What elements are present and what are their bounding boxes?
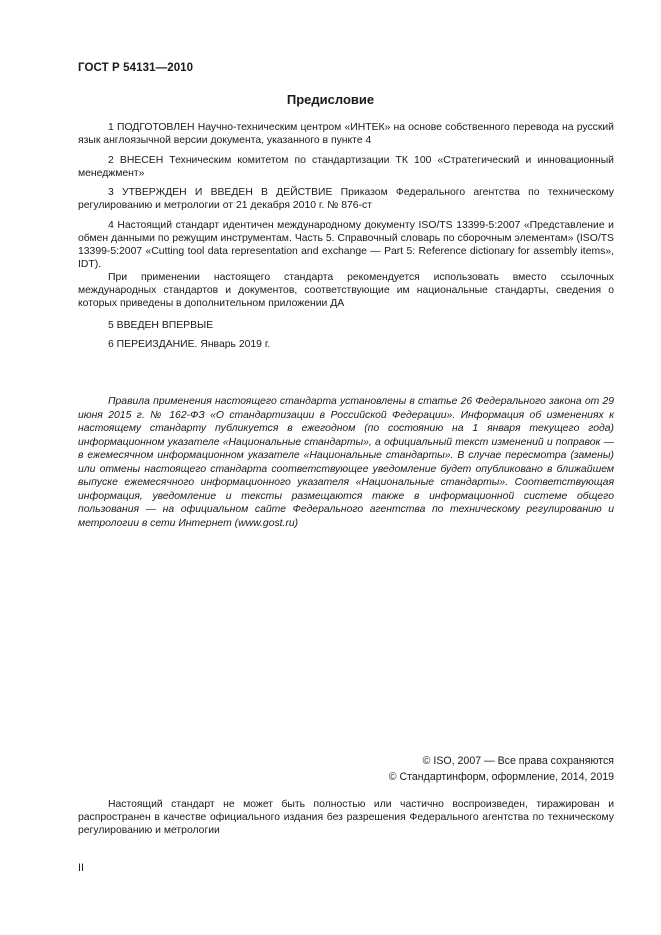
foreword-item-1-text: 1 ПОДГОТОВЛЕН Научно-техническим центром «ИНТЕК» на основе собственного перевода на русский язык англоязычной версии документа, указанного в пункте 4: [78, 122, 614, 146]
foreword-item-2-text: 2 ВНЕСЕН Техническим комитетом по стандартизации ТК 100 «Стратегический и инновационный менеджмент»: [78, 155, 614, 179]
copyright-standartinform: © Стандартинформ, оформление, 2014, 2019: [388, 771, 614, 783]
document-header: ГОСТ Р 54131—2010: [78, 62, 194, 74]
foreword-item-6: [78, 338, 614, 351]
foreword-item-4-note: При применении настоящего стандарта рекомендуется использовать вместо ссылочных международных стандартов и документов, соответствующие им национальные стандарты, сведения о которых приведены в дополнительном приложении ДА: [78, 272, 614, 309]
foreword-item-6-text: 6 ПЕРЕИЗДАНИЕ. Январь 2019 г.: [108, 339, 271, 350]
foreword-item-4-text: 4 Настоящий стандарт идентичен международному документу ISO/TS 13399-5:2007 «Представление и обмен данными по режущим инструментам. Часть 5. Справочный словарь по сборочным элементам» (ISO/TS 13399-5:2007 «Cutting tool data representation and exchange — Part 5: Reference dictionary for assembly items», IDT).: [78, 220, 614, 270]
page-title: Предисловие: [286, 92, 375, 107]
page-number: II: [78, 862, 84, 874]
foreword-item-4: [78, 219, 614, 310]
foreword-item-2: [78, 154, 614, 180]
foreword-item-1: [78, 121, 614, 147]
foreword-item-3-text: 3 УТВЕРЖДЕН И ВВЕДЕН В ДЕЙСТВИЕ Приказом Федерального агентства по техническому регулированию и метрологии от 21 декабря 2010 г. № 876-ст: [78, 187, 614, 211]
reproduction-notice: Настоящий стандарт не может быть полностью или частично воспроизведен, тиражирован и распространен в качестве официального издания без разрешения Федерального агентства по техническому регулированию и метрологии: [78, 799, 614, 836]
rules-note: Правила применения настоящего стандарта установлены в статье 26 Федерального закона от 29 июня 2015 г. № 162-ФЗ «О стандартизации в Российской Федерации». Информация об изменениях к настоящему стандарту публикуется в ежегодном (по состоянию на 1 января текущего года) информационном указателе «Национальные стандарты», а официальный текст изменений и поправок — в ежемесячном информационном указателе «Национальные стандарты». В случае пересмотра (замены) или отмены настоящего стандарта соответствующее уведомление будет опубликовано в ближайшем выпуске ежемесячного информационного указателя «Национальные стандарты». Соответствующая информация, уведомление и тексты размещаются также в информационной системе общего пользования — на официальном сайте Федерального агентства по техническому регулированию и метрологии в сети Интернет (www.gost.ru): [78, 396, 614, 529]
copyright-iso: © ISO, 2007 — Все права сохраняются: [422, 755, 614, 767]
foreword-item-5: [78, 319, 614, 332]
foreword-item-5-text: 5 ВВЕДЕН ВПЕРВЫЕ: [108, 320, 214, 331]
foreword-item-3: [78, 186, 614, 212]
